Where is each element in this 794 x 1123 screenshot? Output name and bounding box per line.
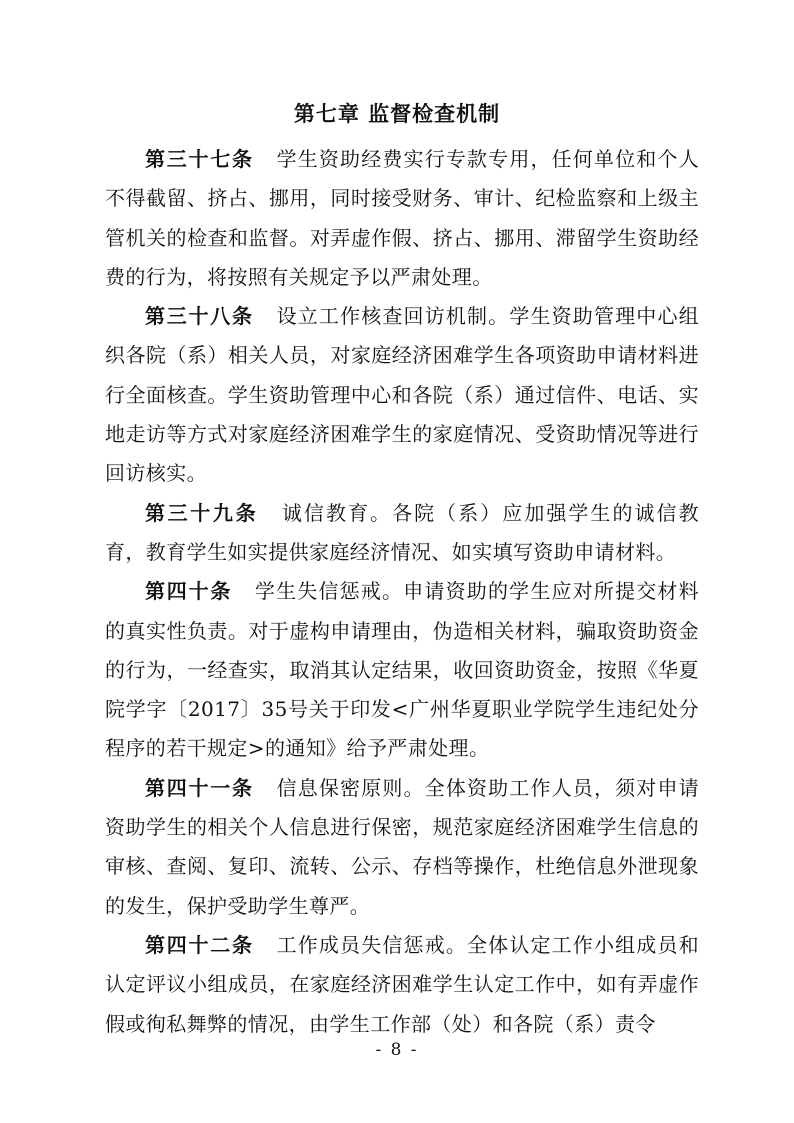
article-text: 诚信教育。各院（系）应加强学生的诚信教育，教育学生如实提供家庭经济情况、如实填写资助申请材料。 — [105, 500, 700, 564]
article-39 — [105, 494, 699, 573]
article-number: 第四十条 — [145, 579, 233, 604]
article-number: 第四十二条 — [145, 932, 254, 957]
article-text: 信息保密原则。全体资助工作人员，须对申请资助学生的相关个人信息进行保密，规范家庭经济困难学生信息的审核、查阅、复印、流转、公示、存档等操作，杜绝信息外泄现象的发生，保护受助学生尊严。 — [105, 775, 700, 918]
chapter-title: 第七章 监督检查机制 — [293, 101, 501, 126]
page-number: - 8 - — [375, 1040, 419, 1060]
article-number: 第三十九条 — [145, 500, 259, 525]
article-38 — [105, 297, 699, 493]
article-number: 第四十一条 — [145, 775, 254, 800]
article-text: 学生资助经费实行专款专用，任何单位和个人不得截留、挤占、挪用，同时接受财务、审计、纪检监察和上级主管机关的检查和监督。对弄虚作假、挤占、挪用、滞留学生资助经费的行为，将按照有关规定予以严肃处理。 — [105, 147, 700, 289]
article-42 — [105, 926, 699, 1044]
article-number: 第三十七条 — [145, 147, 254, 171]
article-text: 工作成员失信惩戒。全体认定工作小组成员和认定评议小组成员，在家庭经济困难学生认定工作中，如有弄虚作假或徇私舞弊的情况，由学生工作部（处）和各院（系）责令 — [105, 932, 700, 1036]
article-text: 设立工作核查回访机制。学生资助管理中心组织各院（系）相关人员，对家庭经济困难学生各项资助申请材料进行全面核查。学生资助管理中心和各院（系）通过信件、电话、实地走访等方式对家庭经济困难学生的家庭情况、受资助情况等进行回访核实。 — [105, 304, 700, 486]
article-37 — [105, 140, 699, 297]
article-number: 第三十八条 — [145, 304, 254, 329]
article-41 — [105, 769, 699, 926]
article-40 — [105, 572, 699, 768]
document-body — [105, 140, 699, 1044]
article-text: 学生失信惩戒。申请资助的学生应对所提交材料的真实性负责。对于虚构申请理由，伪造相关材料，骗取资助资金的行为，一经查实，取消其认定结果，收回资助资金，按照《华夏院学字〔2017〕35号关于印发<广州华夏职业学院学生违纪处分程序的若干规定>的通知》给予严肃处理。 — [105, 579, 699, 761]
